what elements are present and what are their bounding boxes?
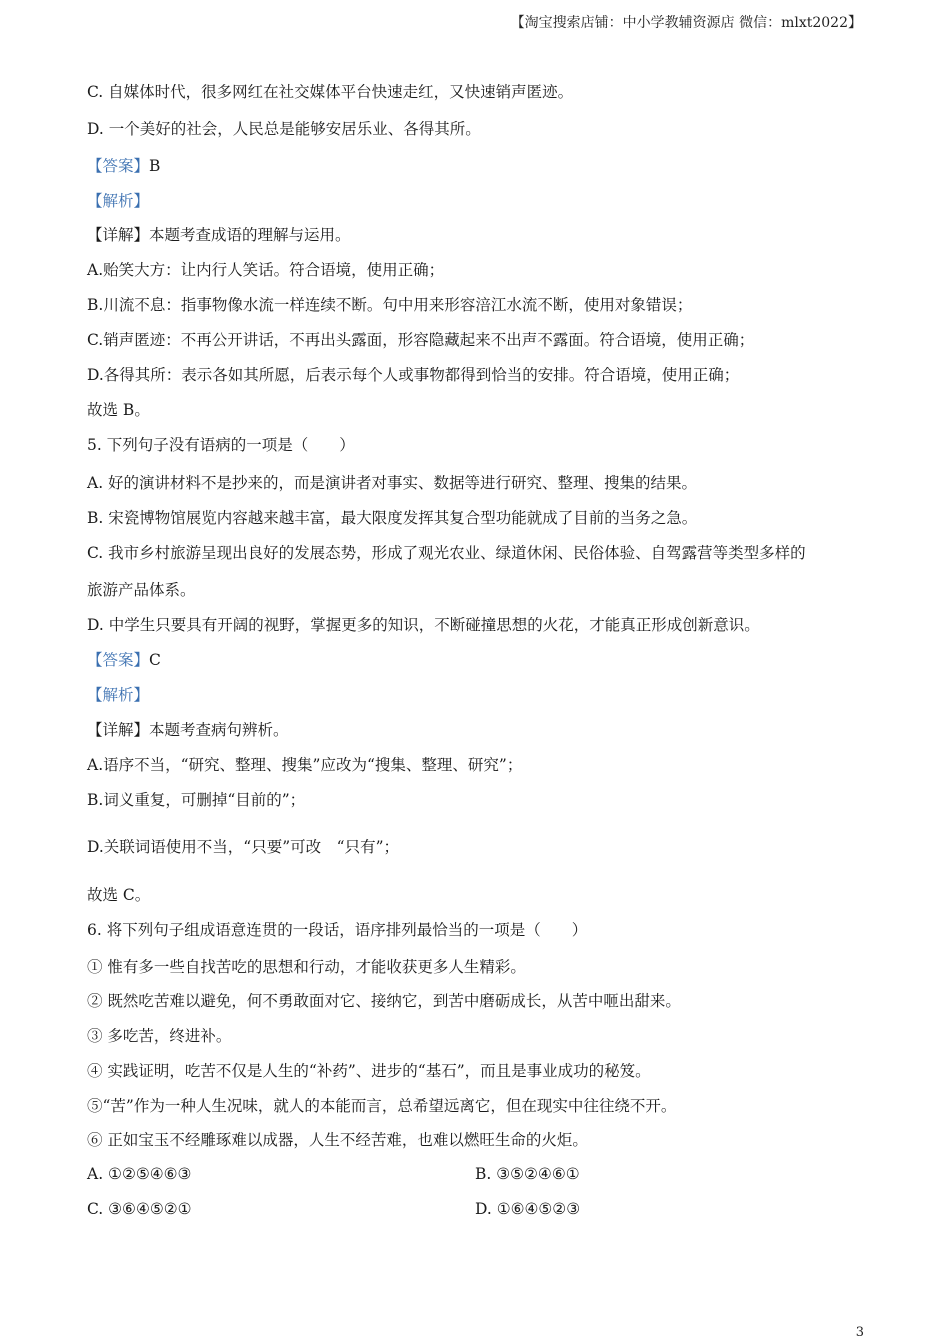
- answer-value: B: [149, 157, 161, 175]
- q6-question: 6. 将下列句子组成语意连贯的一段话，语序排列最恰当的一项是（ ）: [87, 921, 588, 939]
- q5-option-d: D. 中学生只要具有开阔的视野，掌握更多的知识，不断碰撞思想的火花，才能真正形成创新意识。: [87, 616, 760, 634]
- q4-option-c: C. 自媒体时代，很多网红在社交媒体平台快速走红，又快速销声匿迹。: [87, 83, 574, 101]
- q4-answer: [87, 156, 160, 176]
- q4-explain-d: D.各得其所：表示各如其所愿，后表示每个人或事物都得到恰当的安排。符合语境，使用正确；: [87, 366, 740, 384]
- q6-sentence-2: ② 既然吃苦难以避免，何不勇敢面对它、接纳它，到苦中磨砺成长，从苦中咂出甜来。: [87, 992, 681, 1010]
- q5-explain-b: B.词义重复，可删掉“目前的”；: [87, 791, 306, 809]
- q5-option-b: B. 宋瓷博物馆展览内容越来越丰富，最大限度发挥其复合型功能就成了目前的当务之急。: [87, 509, 698, 527]
- q4-explain-b: B.川流不息：指事物像水流一样连续不断。句中用来形容涪江水流不断，使用对象错误；: [87, 296, 693, 314]
- q5-question: 5. 下列句子没有语病的一项是（ ）: [87, 436, 355, 454]
- answer-tag: 【答案】: [87, 157, 150, 175]
- q5-conclusion: 故选 C。: [87, 886, 151, 904]
- q5-option-c-line1: C. 我市乡村旅游呈现出良好的发展态势，形成了观光农业、绿道休闲、民俗体验、自驾露营等类型多样的: [87, 544, 806, 562]
- q6-option-d: D. ①⑥④⑤②③: [475, 1200, 581, 1218]
- q4-analysis-tag: 【解析】: [87, 192, 150, 210]
- q6-option-b: B. ③⑤②④⑥①: [475, 1165, 580, 1183]
- q4-conclusion: 故选 B。: [87, 401, 150, 419]
- page-header: 【淘宝搜索店铺：中小学教辅资源店 微信：mlxt2022】: [510, 15, 862, 31]
- q5-option-a: A. 好的演讲材料不是抄来的，而是演讲者对事实、数据等进行研究、整理、搜集的结果。: [87, 474, 698, 492]
- q5-explain-a: A.语序不当，“研究、整理、搜集”应改为“搜集、整理、研究”；: [87, 756, 523, 774]
- answer-tag: 【答案】: [87, 651, 150, 669]
- page-number: 3: [855, 1325, 864, 1340]
- q4-explain-c: C.销声匿迹：不再公开讲话，不再出头露面，形容隐藏起来不出声不露面。符合语境，使用正确；: [87, 331, 755, 349]
- q5-analysis-tag: 【解析】: [87, 686, 150, 704]
- answer-value: C: [149, 651, 161, 669]
- q6-option-a: A. ①②⑤④⑥③: [87, 1165, 192, 1183]
- q6-sentence-4: ④ 实践证明，吃苦不仅是人生的“补药”、进步的“基石”，而且是事业成功的秘笈。: [87, 1062, 651, 1080]
- q4-detail: 【详解】本题考查成语的理解与运用。: [87, 226, 351, 244]
- q5-answer: [87, 650, 161, 670]
- q5-detail: 【详解】本题考查病句辨析。: [87, 721, 289, 739]
- q6-option-c: C. ③⑥④⑤②①: [87, 1200, 192, 1218]
- q4-explain-a: A.贻笑大方：让内行人笑话。符合语境，使用正确；: [87, 261, 445, 279]
- q5-option-c-line2: 旅游产品体系。: [87, 581, 196, 599]
- q6-sentence-1: ① 惟有多一些自找苦吃的思想和行动，才能收获更多人生精彩。: [87, 958, 526, 976]
- q6-sentence-3: ③ 多吃苦，终进补。: [87, 1027, 232, 1045]
- q6-sentence-6: ⑥ 正如宝玉不经雕琢难以成器，人生不经苦难，也难以燃旺生命的火炬。: [87, 1131, 588, 1149]
- q5-explain-d: D.关联词语使用不当，“只要”可改 “只有”；: [87, 838, 399, 856]
- q4-option-d: D. 一个美好的社会，人民总是能够安居乐业、各得其所。: [87, 120, 481, 138]
- q6-sentence-5: ⑤“苦”作为一种人生况味，就人的本能而言，总希望远离它，但在现实中往往绕不开。: [87, 1097, 677, 1115]
